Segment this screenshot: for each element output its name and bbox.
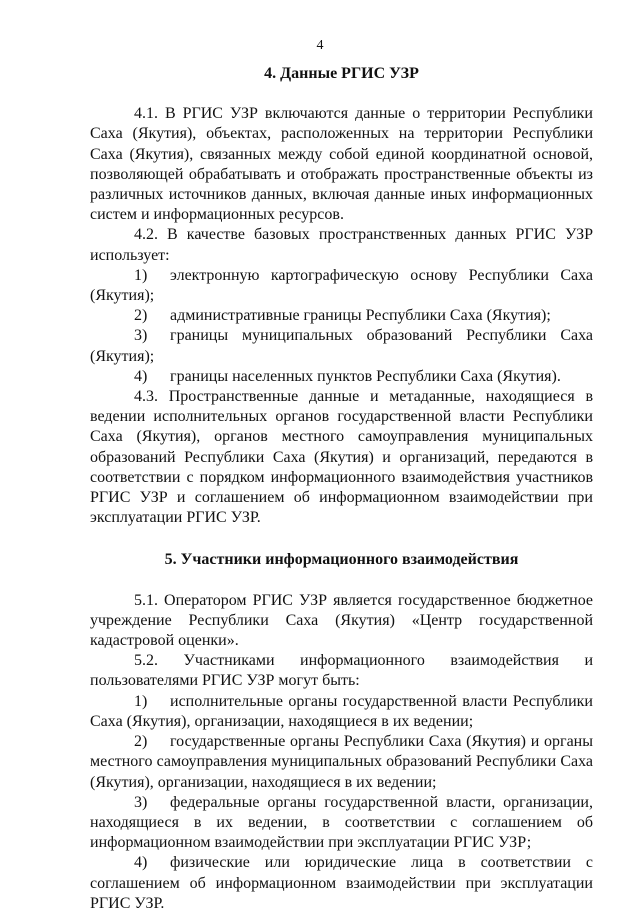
list-item-number: 3): [134, 793, 148, 811]
list-item: [90, 266, 593, 306]
list-item-number: 4): [134, 367, 148, 385]
list-item: [90, 306, 593, 326]
list-item: [90, 732, 593, 793]
list-item: [90, 692, 593, 732]
document-body: [90, 64, 593, 914]
paragraph-5-2: 5.2. Участниками информационного взаимодействия и пользователями РГИС УЗР могут быть:: [90, 652, 593, 690]
paragraph-4-1: 4.1. В РГИС УЗР включаются данные о территории Республики Саха (Якутия), объектах, расположенных на территории Республики Саха (Якутия), связанных между собой единой координатной основой, позволяющей обрабатывать и отображать пространственные объекты из различных источников данных, включая данные иных информационных систем и информационных ресурсов.: [90, 105, 593, 224]
list-item-text: федеральные органы государственной власти, организации, находящиеся в их ведении, в соответствии с соглашением об информационном взаимодействии при эксплуатации РГИС УЗР;: [90, 793, 593, 852]
list-item-text: исполнительные органы государственной власти Республики Саха (Якутия), организации, находящиеся в их ведении;: [90, 692, 593, 730]
list-item-text: электронную картографическую основу Республики Саха (Якутия);: [90, 266, 593, 305]
list-item-text: физические или юридические лица в соответствии с соглашением об информационном взаимодействии при эксплуатации РГИС УЗР.: [90, 854, 593, 912]
list-item-number: 2): [134, 733, 148, 751]
paragraph-4-3: 4.3. Пространственные данные и метаданные, находящиеся в ведении исполнительных органов государственной власти Республики Саха (Якутия), органов местного самоуправления муниципальных образований Республики Саха (Якутия) и организаций, передаются в соответствии с порядком информационного взаимодействия участников РГИС УЗР и соглашением об информационном взаимодействии при эксплуатации РГИС УЗР.: [90, 388, 593, 527]
list-item-number: 1): [134, 266, 148, 284]
list-item-text: границы муниципальных образований Республики Саха (Якутия);: [90, 327, 593, 365]
section-5-heading: 5. Участники информационного взаимодействия: [164, 551, 519, 569]
list-item: [90, 793, 593, 854]
page-number: 4: [316, 38, 324, 53]
list-item-text: государственные органы Республики Саха (Якутия) и органы местного самоуправления муниципальных образований Республики Саха (Якутия), организации, находящиеся в их ведении;: [90, 733, 593, 791]
list-item-number: 4): [134, 854, 148, 872]
list-item-number: 3): [134, 327, 148, 345]
paragraph-4-2: 4.2. В качестве базовых пространственных данных РГИС УЗР использует:: [90, 226, 593, 264]
list-item-text: границы населенных пунктов Республики Саха (Якутия).: [170, 367, 561, 385]
list-item-number: 1): [134, 692, 148, 710]
section-4-heading: 4. Данные РГИС УЗР: [264, 65, 419, 82]
list-item-number: 2): [134, 307, 148, 325]
list-item-text: административные границы Республики Саха (Якутия);: [170, 307, 551, 325]
list-item: [90, 326, 593, 366]
list-item: [90, 367, 593, 387]
paragraph-5-1: 5.1. Оператором РГИС УЗР является государственное бюджетное учреждение Республики Саха (Якутия) «Центр государственной кадастровой оценки».: [90, 591, 593, 650]
